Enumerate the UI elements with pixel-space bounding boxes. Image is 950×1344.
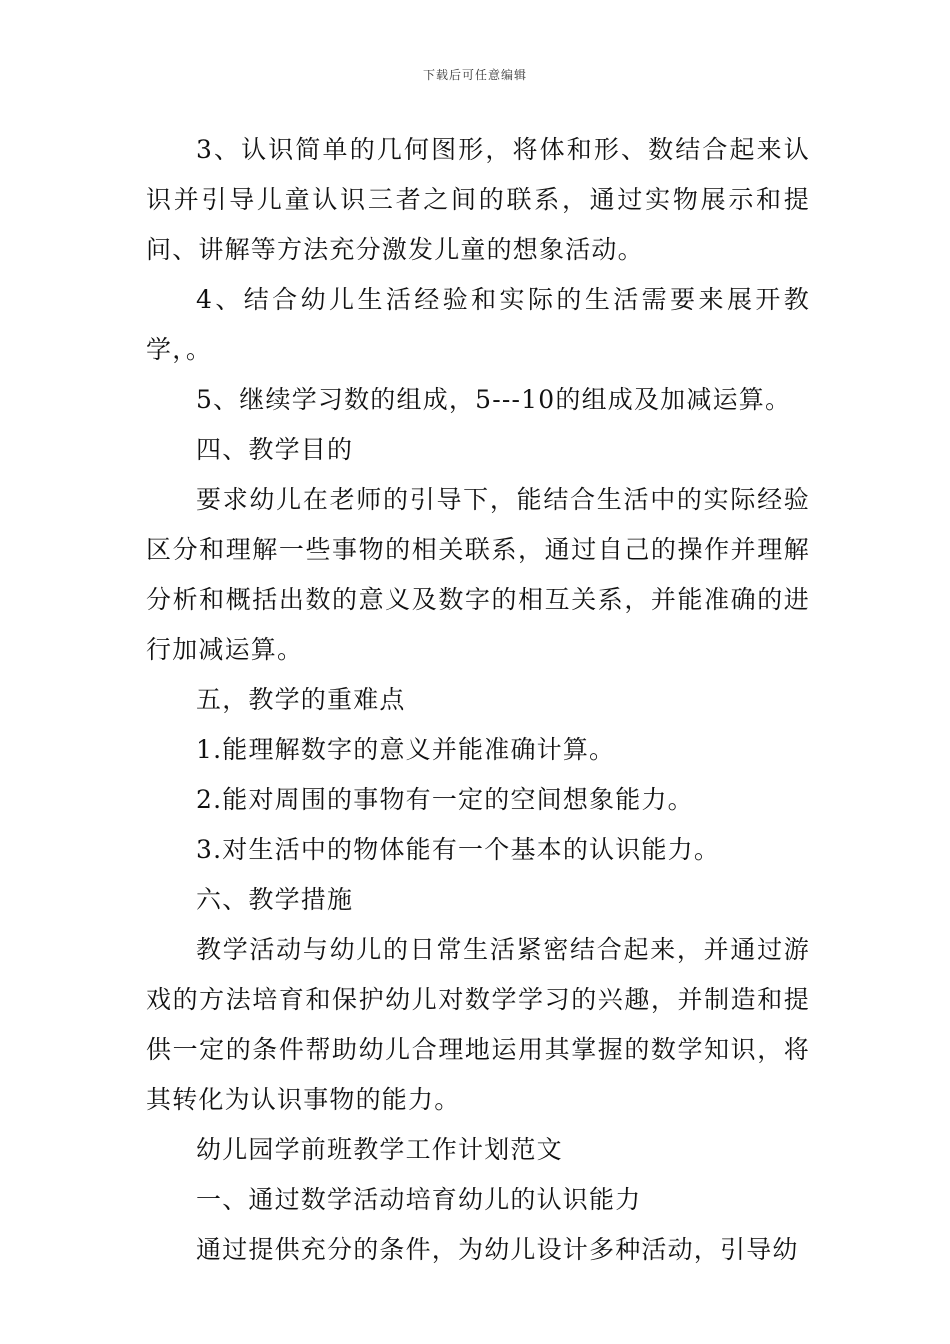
section-heading-measures: 六、教学措施 [196,885,354,914]
paragraph-item-5: 5、继续学习数的组成，5---10的组成及加减运算。 [196,385,792,414]
paragraph-objectives: 要求幼儿在老师的引导下，能结合生活中的实际经验区分和理解一些事物的相关联系，通过自己的操作并理解分析和概括出数的意义及数字的相互关系，并能准确的进行加减运算。 [146,485,810,664]
key-point-3: 3.对生活中的物体能有一个基本的认识能力。 [196,835,721,864]
key-point-2: 2.能对周围的事物有一定的空间想象能力。 [196,785,694,814]
paragraph-item-3: 3、认识简单的几何图形，将体和形、数结合起来认识并引导儿童认识三者之间的联系，通过实物展示和提问、讲解等方法充分激发儿童的想象活动。 [146,135,810,264]
paragraph-item-4: 4、结合幼儿生活经验和实际的生活需要来展开教学，。 [146,285,810,364]
paragraph-cognitive: 通过提供充分的条件，为幼儿设计多种活动，引导幼 [196,1235,799,1264]
page-header: 下载后可任意编辑 [422,68,527,82]
document-body [146,125,810,1275]
section-heading-key-points: 五，教学的重难点 [196,685,406,714]
section-heading-cognitive: 一、通过数学活动培育幼儿的认识能力 [196,1185,642,1214]
document-subtitle: 幼儿园学前班教学工作计划范文 [196,1135,563,1164]
key-point-1: 1.能理解数字的意义并能准确计算。 [196,735,616,764]
section-heading-objectives: 四、教学目的 [196,435,354,464]
paragraph-measures: 教学活动与幼儿的日常生活紧密结合起来，并通过游戏的方法培育和保护幼儿对数学学习的兴趣，并制造和提供一定的条件帮助幼儿合理地运用其掌握的数学知识，将其转化为认识事物的能力。 [146,935,810,1114]
